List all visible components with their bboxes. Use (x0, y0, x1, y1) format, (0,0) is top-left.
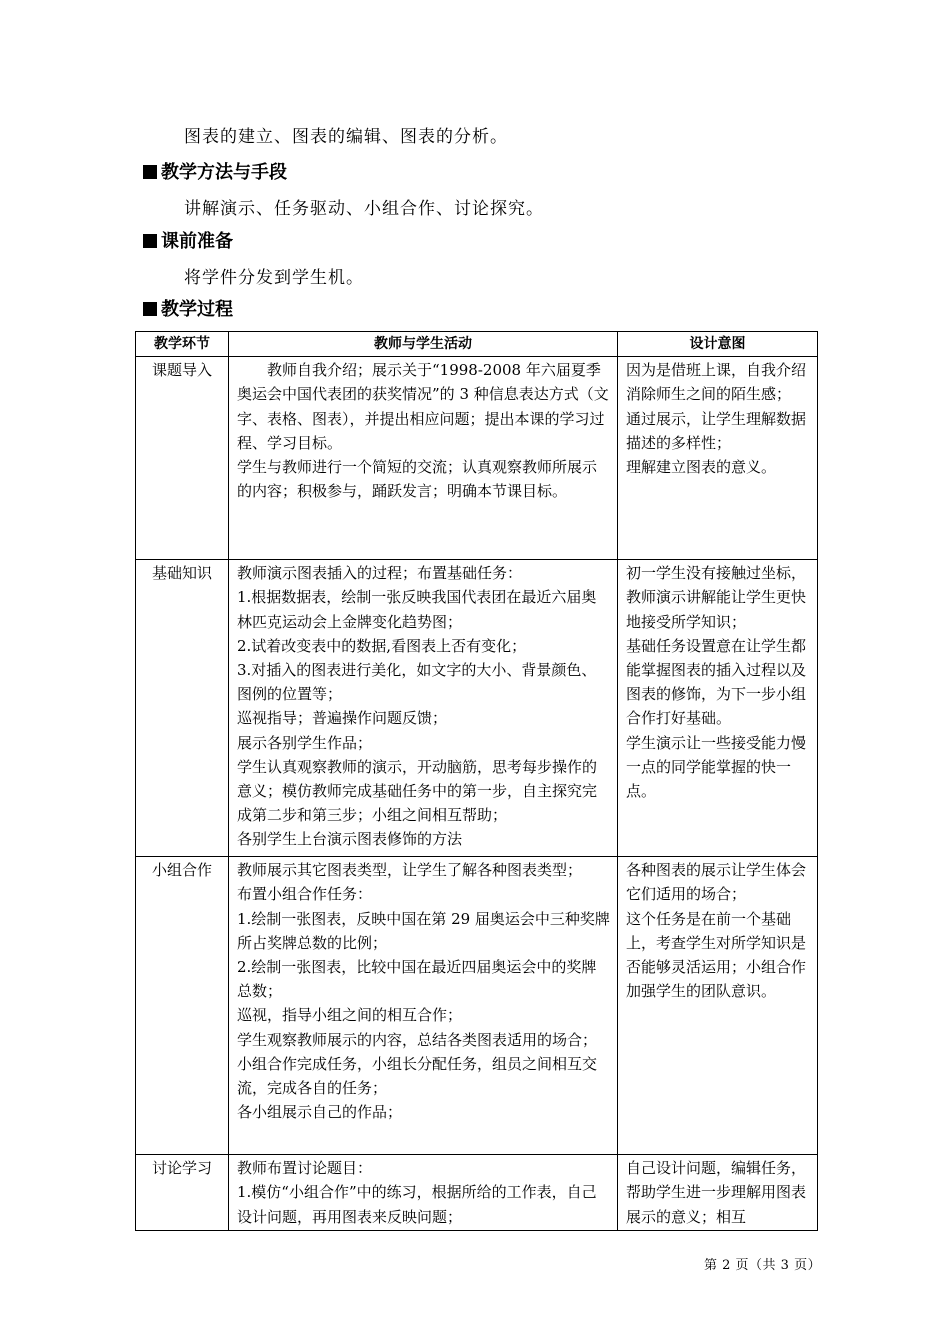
activity-line: 1.绘制一张图表，反映中国在第 29 届奥运会中三种奖牌所占奖牌总数的比例； (237, 909, 610, 952)
activity-line: 学生与教师进行一个简短的交流；认真观察教师所展示的内容；积极参与，踊跃发言；明确本节课目标。 (237, 458, 598, 501)
activity-line: 1.模仿“小组合作”中的练习，根据所给的工作表，自己设计问题，再用图表来反映问题； (237, 1183, 597, 1226)
activity-line: 学生观察教师展示的内容，总结各类图表适用的场合；小组合作完成任务，小组长分配任务，组员之间相互交流，完成各自的任务； (237, 1030, 598, 1098)
activity-line: 3.对插入的图表进行美化，如文字的大小、背景颜色、图例的位置等； (237, 661, 597, 704)
square-bullet-icon (143, 302, 157, 316)
section-heading-preparation (143, 229, 233, 255)
activities-cell (229, 560, 618, 857)
header-activities: 教师与学生活动 (229, 332, 618, 357)
stage-cell: 基础知识 (136, 560, 229, 857)
stage-cell: 小组合作 (136, 857, 229, 1155)
activities-cell (229, 1155, 618, 1231)
activity-line: 2.试着改变表中的数据,看图表上否有变化； (237, 636, 527, 655)
activity-line: 2.绘制一张图表，比较中国在最近四届奥运会中的奖牌总数； (237, 958, 597, 1001)
intro-text: 图表的建立、图表的编辑、图表的分析。 (184, 127, 508, 147)
activity-line: 教师展示其它图表类型，让学生了解各种图表类型； (237, 861, 583, 880)
activity-line: 布置小组合作任务： (237, 885, 373, 904)
intent-line: 因为是借班上课，自我介绍消除师生之间的陌生感； (626, 361, 807, 404)
intent-line: 基础任务设置意在让学生都能掌握图表的插入过程以及图表的修饰，为下一步小组合作打好基础。 (626, 636, 807, 728)
activity-line: 巡视指导；普遍操作问题反馈； (237, 709, 448, 728)
intent-line: 这个任务是在前一个基础上，考查学生对所学知识是否能够灵活运用；小组合作加强学生的团队意识。 (626, 909, 807, 1001)
activity-line: 学生认真观察教师的演示，开动脑筋，思考每步操作的意义；模仿教师完成基础任务中的第一步，自主探究完成第二步和第三步；小组之间相互帮助； (237, 757, 598, 825)
activity-line: 教师自我介绍；展示关于“1998-2008 年六届夏季奥运会中国代表团的获奖情况”的 3 种信息表达方式（文字、表格、图表），并提出相应问题；提出本课的学习过程、学习目标。 (237, 361, 609, 452)
teaching-process-table (135, 331, 818, 1231)
square-bullet-icon (143, 165, 157, 179)
intent-line: 自己设计问题，编辑任务，帮助学生进一步理解用图表展示的意义；相互 (626, 1159, 807, 1226)
intent-line: 初一学生没有接触过坐标，教师演示讲解能让学生更快地接受所学知识； (626, 564, 807, 631)
activity-line: 教师演示图表插入的过程；布置基础任务： (237, 564, 523, 583)
table-row (136, 357, 818, 560)
section-heading-text: 教学方法与手段 (161, 162, 287, 183)
activities-cell (229, 857, 618, 1155)
methods-text: 讲解演示、任务驱动、小组合作、讨论探究。 (184, 199, 544, 219)
activity-line: 1.根据数据表，绘制一张反映我国代表团在最近六届奥林匹克运动会上金牌变化趋势图； (237, 588, 597, 631)
intent-cell (618, 1155, 818, 1231)
square-bullet-icon (143, 234, 157, 248)
stage-cell: 课题导入 (136, 357, 229, 560)
table-row (136, 560, 818, 857)
intent-line: 各种图表的展示让学生体会它们适用的场合； (626, 861, 807, 904)
activity-line: 巡视，指导小组之间的相互合作； (237, 1006, 463, 1025)
activities-cell (229, 357, 618, 560)
stage-cell: 讨论学习 (136, 1155, 229, 1231)
intent-line: 通过展示，让学生理解数据描述的多样性； (626, 409, 807, 452)
activity-line: 教师布置讨论题目： (237, 1159, 373, 1178)
section-heading-methods (143, 160, 287, 186)
intent-line: 学生演示让一些接受能力慢一点的同学能掌握的快一点。 (626, 733, 807, 801)
table-header-row (136, 332, 818, 357)
intent-cell (618, 357, 818, 560)
section-heading-text: 教学过程 (161, 299, 233, 320)
header-stage: 教学环节 (136, 332, 229, 357)
intent-cell (618, 857, 818, 1155)
preparation-text: 将学件分发到学生机。 (184, 268, 364, 288)
intent-cell (618, 560, 818, 857)
intent-line: 理解建立图表的意义。 (626, 458, 777, 477)
section-heading-process (143, 297, 233, 323)
activity-line: 各别学生上台演示图表修饰的方法 (237, 830, 463, 849)
activity-line: 各小组展示自己的作品； (237, 1103, 403, 1122)
activity-line: 展示各别学生作品； (237, 733, 373, 752)
section-heading-text: 课前准备 (161, 231, 233, 252)
table-row (136, 857, 818, 1155)
page-number: 第 2 页（共 3 页） (704, 1258, 822, 1273)
table-row (136, 1155, 818, 1231)
header-intent: 设计意图 (618, 332, 818, 357)
